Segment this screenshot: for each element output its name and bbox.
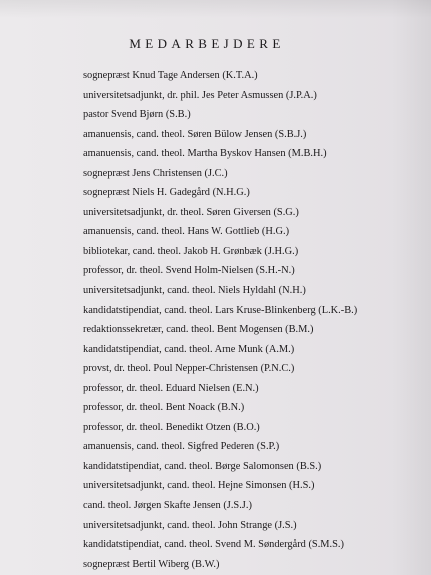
list-item: professor, dr. theol. Benedikt Otzen (B.O.) (83, 421, 260, 433)
list-item: bibliotekar, cand. theol. Jakob H. Grønbæk (J.H.G.) (83, 245, 299, 257)
list-item: sognepræst Knud Tage Andersen (K.T.A.) (83, 70, 258, 81)
list-item: kandidatstipendiat, cand. theol. Arne Munk (A.M.) (83, 343, 295, 355)
list-item: amanuensis, cand. theol. Sigfred Pederen (S.P.) (83, 441, 280, 453)
contributor-list (83, 66, 357, 574)
list-item: sognepræst Niels H. Gadegård (N.H.G.) (83, 187, 250, 199)
list-item: professor, dr. theol. Bent Noack (B.N.) (83, 402, 245, 414)
list-item: universitetsadjunkt, dr. theol. Søren Giversen (S.G.) (83, 206, 299, 218)
list-item: cand. theol. Jørgen Skafte Jensen (J.S.J.) (83, 500, 252, 512)
page-shadow-right (391, 0, 431, 575)
list-item: professor, dr. theol. Svend Holm-Nielsen (S.H.-N.) (83, 265, 295, 277)
page-shadow-top (0, 0, 431, 18)
list-item: redaktionssekretær, cand. theol. Bent Mogensen (B.M.) (83, 324, 314, 336)
list-item: kandidatstipendiat, cand. theol. Lars Kruse-Blinkenberg (L.K.-B.) (83, 304, 358, 316)
list-item: amanuensis, cand. theol. Søren Bülow Jensen (S.B.J.) (83, 128, 307, 140)
list-item: kandidatstipendiat, cand. theol. Svend M. Søndergård (S.M.S.) (83, 539, 344, 551)
list-item: amanuensis, cand. theol. Martha Byskov Hansen (M.B.H.) (83, 148, 327, 160)
list-item: kandidatstipendiat, cand. theol. Børge Salomonsen (B.S.) (83, 460, 322, 472)
list-item: sognepræst Jens Christensen (J.C.) (83, 167, 228, 179)
list-item: amanuensis, cand. theol. Hans W. Gottlieb (H.G.) (83, 226, 290, 238)
list-item: provst, dr. theol. Poul Nepper-Christensen (P.N.C.) (83, 363, 295, 375)
list-item: professor, dr. theol. Eduard Nielsen (E.N.) (83, 382, 259, 394)
list-item: pastor Svend Bjørn (S.B.) (83, 109, 191, 121)
list-item: sognepræst Bertil Wiberg (B.W.) (83, 558, 220, 570)
list-item: universitetsadjunkt, cand. theol. John Strange (J.S.) (83, 519, 297, 531)
list-item: universitetsadjunkt, dr. phil. Jes Peter Asmussen (J.P.A.) (83, 89, 317, 101)
list-item: universitetsadjunkt, cand. theol. Hejne Simonsen (H.S.) (83, 480, 315, 492)
list-item: universitetsadjunkt, cand. theol. Niels Hyldahl (N.H.) (83, 285, 306, 297)
page-title: MEDARBEJDERE (129, 35, 285, 51)
